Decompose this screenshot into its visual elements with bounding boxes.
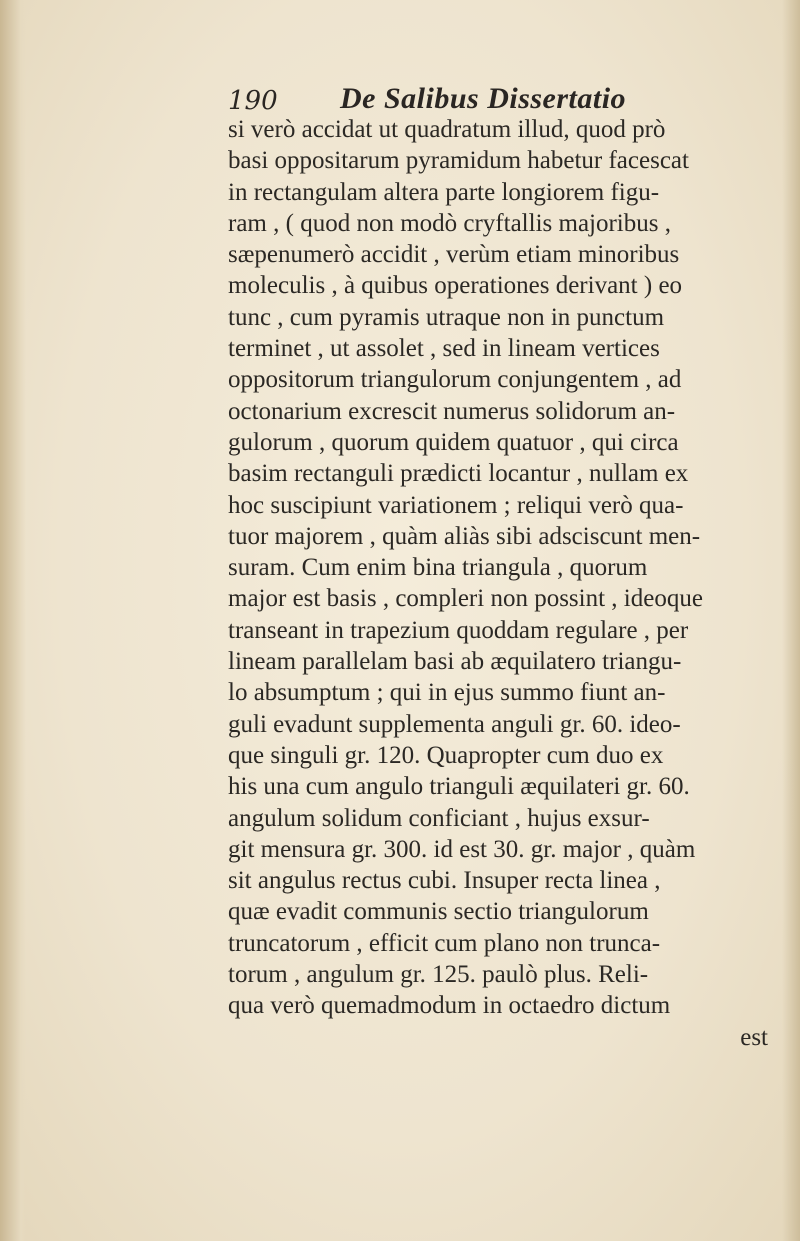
text-line: angulum solidum conficiant , hujus exsur-: [228, 804, 650, 832]
running-title: De Salibus Dissertatio: [340, 82, 627, 115]
text-line: basim rectanguli prædicti locantur , nullam ex: [228, 460, 689, 488]
text-line: transeant in trapezium quoddam regulare , per: [228, 616, 689, 644]
page-edge-left: [0, 0, 26, 1241]
text-line: ram , ( quod non modò cryftallis majoribus ,: [228, 209, 671, 237]
text-line: his una cum angulo trianguli æquilateri gr. 60.: [228, 773, 690, 801]
text-line: sæpenumerò accidit , verùm etiam minoribus: [228, 241, 680, 269]
text-line: que singuli gr. 120. Quapropter cum duo ex: [228, 741, 664, 769]
text-line: suram. Cum enim bina triangula , quorum: [228, 554, 648, 582]
text-line: tunc , cum pyramis utraque non in punctum: [228, 303, 665, 331]
text-line: quæ evadit communis sectio triangulorum: [228, 898, 649, 926]
text-line: tuor majorem , quàm aliàs sibi adsciscunt men-: [228, 522, 701, 550]
text-line: lineam parallelam basi ab æquilatero triangu-: [228, 648, 682, 676]
text-line: oppositorum triangulorum conjungentem , ad: [228, 366, 682, 394]
text-line: git mensura gr. 300. id est 30. gr. major , quàm: [228, 835, 696, 863]
page-edge-right: [782, 0, 800, 1241]
text-line: guli evadunt supplementa anguli gr. 60. ideo-: [228, 710, 681, 738]
text-line: si verò accidat ut quadratum illud, quod prò: [228, 116, 666, 143]
text-line: major est basis , compleri non possint , ideoque: [228, 585, 703, 613]
body-text: [228, 114, 768, 1053]
text-line: lo absumptum ; qui in ejus summo fiunt an-: [228, 679, 666, 707]
text-line: truncatorum , efficit cum plano non trunca-: [228, 929, 661, 957]
text-line: hoc suscipiunt variationem ; reliqui verò qua-: [228, 491, 684, 519]
text-line: gulorum , quorum quidem quatuor , qui circa: [228, 428, 679, 456]
text-line: terminet , ut assolet , sed in lineam vertices: [228, 335, 660, 363]
text-line: basi oppositarum pyramidum habetur facescat: [228, 147, 689, 175]
catchword: est: [740, 1023, 768, 1051]
text-line: in rectangulam altera parte longiorem figu-: [228, 178, 660, 206]
text-line: octonarium excrescit numerus solidorum an-: [228, 397, 676, 425]
text-line: sit angulus rectus cubi. Insuper recta linea ,: [228, 867, 661, 895]
text-line: torum , angulum gr. 125. paulò plus. Reli-: [228, 961, 649, 989]
text-line: moleculis , à quibus operationes derivant ) eo: [228, 272, 683, 300]
page-number: 190: [228, 86, 278, 116]
text-line: qua verò quemadmodum in octaedro dictum: [228, 992, 671, 1020]
